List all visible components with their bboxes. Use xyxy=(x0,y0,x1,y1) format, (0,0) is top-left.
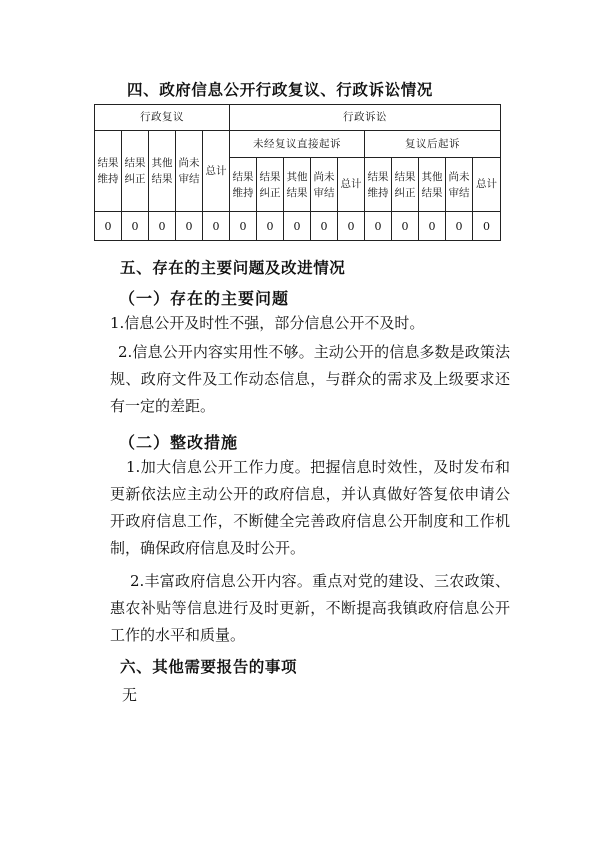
after-review-suit-header: 复议后起诉 xyxy=(365,131,501,158)
table-cell: 0 xyxy=(284,212,311,241)
table-cell: 0 xyxy=(149,212,176,241)
section6-title: 六、其他需要报告的事项 xyxy=(120,658,298,676)
direct-total-header: 总计 xyxy=(338,158,365,212)
review-other-result-header: 其他 结果 xyxy=(149,131,176,212)
table-cell: 0 xyxy=(365,212,392,241)
table-cell: 0 xyxy=(203,212,230,241)
section5-title: 五、存在的主要问题及改进情况 xyxy=(120,259,346,277)
review-total-header: 总计 xyxy=(203,131,230,212)
after-result-upheld-header: 结果 维持 xyxy=(365,158,392,212)
after-result-corrected-header: 结果 纠正 xyxy=(392,158,419,212)
review-result-corrected-header: 结果 纠正 xyxy=(122,131,149,212)
section4-title: 四、政府信息公开行政复议、行政诉讼情况 xyxy=(127,81,433,99)
admin-review-header: 行政复议 xyxy=(95,105,230,131)
problems-subtitle: （一）存在的主要问题 xyxy=(119,289,290,308)
direct-suit-header: 未经复议直接起诉 xyxy=(230,131,365,158)
table-cell: 0 xyxy=(95,212,122,241)
table-cell: 0 xyxy=(473,212,501,241)
table-cell: 0 xyxy=(230,212,257,241)
table-cell: 0 xyxy=(338,212,365,241)
measure-item-2: 2.丰富政府信息公开内容。重点对党的建设、三农政策、惠农补贴等信息进行及时更新，不断提高我镇政府信息公开工作的水平和质量。 xyxy=(110,572,510,644)
table-cell: 0 xyxy=(419,212,446,241)
review-litigation-table xyxy=(94,104,501,241)
direct-result-upheld-header: 结果 维持 xyxy=(230,158,257,212)
table-cell: 0 xyxy=(122,212,149,241)
after-other-result-header: 其他 结果 xyxy=(419,158,446,212)
table-cell: 0 xyxy=(446,212,473,241)
table-cell: 0 xyxy=(257,212,284,241)
measures-subtitle: （二）整改措施 xyxy=(119,433,239,452)
table-cell: 0 xyxy=(392,212,419,241)
after-pending-header: 尚未 审结 xyxy=(446,158,473,212)
direct-pending-header: 尚未 审结 xyxy=(311,158,338,212)
problem-item-2: 2.信息公开内容实用性不够。主动公开的信息多数是政策法规、政府文件及工作动态信息，与群众的需求及上级要求还有一定的差距。 xyxy=(110,343,510,415)
review-pending-header: 尚未 审结 xyxy=(176,131,203,212)
after-total-header: 总计 xyxy=(473,158,501,212)
direct-other-result-header: 其他 结果 xyxy=(284,158,311,212)
table-row xyxy=(95,212,501,241)
direct-result-corrected-header: 结果 纠正 xyxy=(257,158,284,212)
review-result-upheld-header: 结果 维持 xyxy=(95,131,122,212)
table-cell: 0 xyxy=(176,212,203,241)
admin-litigation-header: 行政诉讼 xyxy=(230,105,501,131)
section6-content: 无 xyxy=(122,686,138,704)
problem-item-1: 1.信息公开及时性不强，部分信息公开不及时。 xyxy=(110,314,425,332)
measure-item-1: 1.加大信息公开工作力度。把握信息时效性，及时发布和更新依法应主动公开的政府信息，并认真做好答复依申请公开政府信息工作，不断健全完善政府信息公开制度和工作机制，确保政府信息及时公开。 xyxy=(110,458,510,557)
table-cell: 0 xyxy=(311,212,338,241)
